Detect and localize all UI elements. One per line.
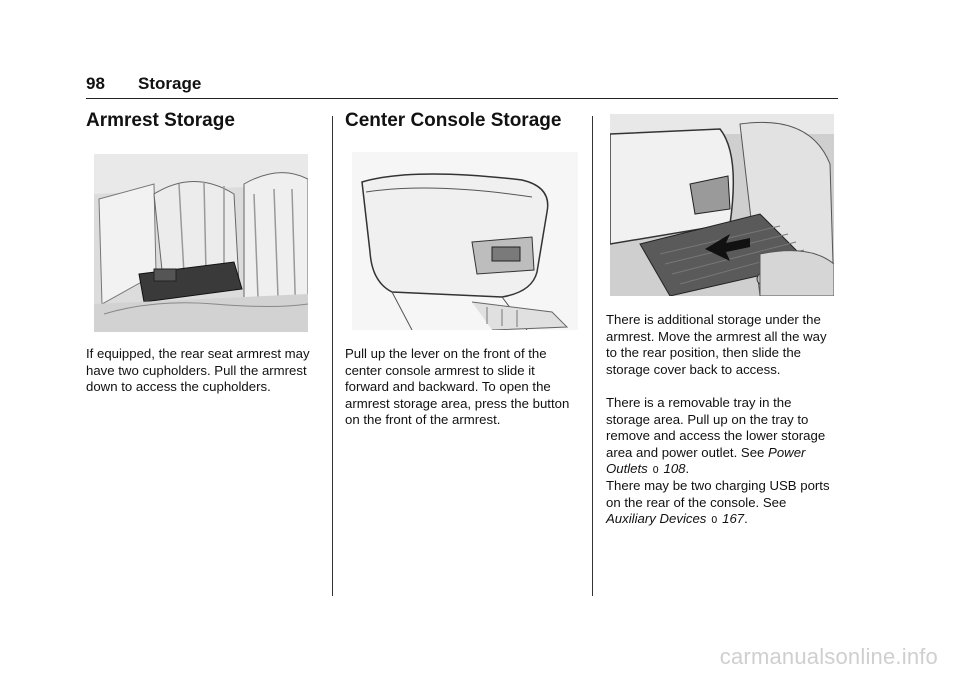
watermark: carmanualsonline.info [719, 644, 938, 669]
column-armrest-storage [86, 108, 312, 134]
page-ref-icon: 0 [652, 465, 659, 477]
section-heading-center-console: Center Console Storage [345, 110, 562, 131]
additional-storage-paragraph: There is additional storage under the armrest. Move the armrest all the way to the rear position, then slide the storage cover back to access. [606, 312, 827, 377]
column-divider-1 [332, 116, 333, 596]
page-ref-icon: 0 [711, 515, 718, 527]
auxiliary-devices-link[interactable]: Auxiliary Devices [606, 511, 707, 527]
usb-ports-text: There may be two charging USB ports on the rear of the console. See [606, 478, 830, 510]
power-outlets-link[interactable]: Power Outlets [606, 444, 806, 477]
power-outlets-page[interactable]: 108 [663, 461, 686, 477]
removable-tray-text: There is a removable tray in the storage area. Pull up on the tray to remove and access the lower storage area and power outlet. See [606, 395, 826, 460]
section-title: Storage [138, 74, 202, 93]
column-divider-2 [592, 116, 593, 596]
page-header [86, 72, 838, 99]
auxiliary-devices-page[interactable]: 167 [722, 511, 745, 527]
center-console-paragraph: Pull up the lever on the front of the center console armrest to slide it forward and backward. To open the armrest storage area, press the button on the front of the armrest. [345, 346, 570, 428]
usb-ports-paragraph: There may be two charging USB ports on the rear of the console. See Auxiliary Devices 0 167. [606, 478, 830, 527]
center-console-armrest-illustration [352, 152, 578, 330]
armrest-storage-cover-illustration [610, 114, 834, 296]
armrest-storage-paragraph: If equipped, the rear seat armrest may have two cupholders. Pull the armrest down to access the cupholders. [86, 346, 310, 395]
rear-seat-armrest-illustration [94, 154, 308, 332]
page-number: 98 [86, 74, 105, 93]
section-heading-armrest: Armrest Storage [86, 110, 235, 131]
column-center-console-storage [345, 108, 577, 134]
removable-tray-paragraph: There is a removable tray in the storage area. Pull up on the tray to remove and access the lower storage area and power outlet. See Power Outlets 0 108. [606, 395, 826, 477]
